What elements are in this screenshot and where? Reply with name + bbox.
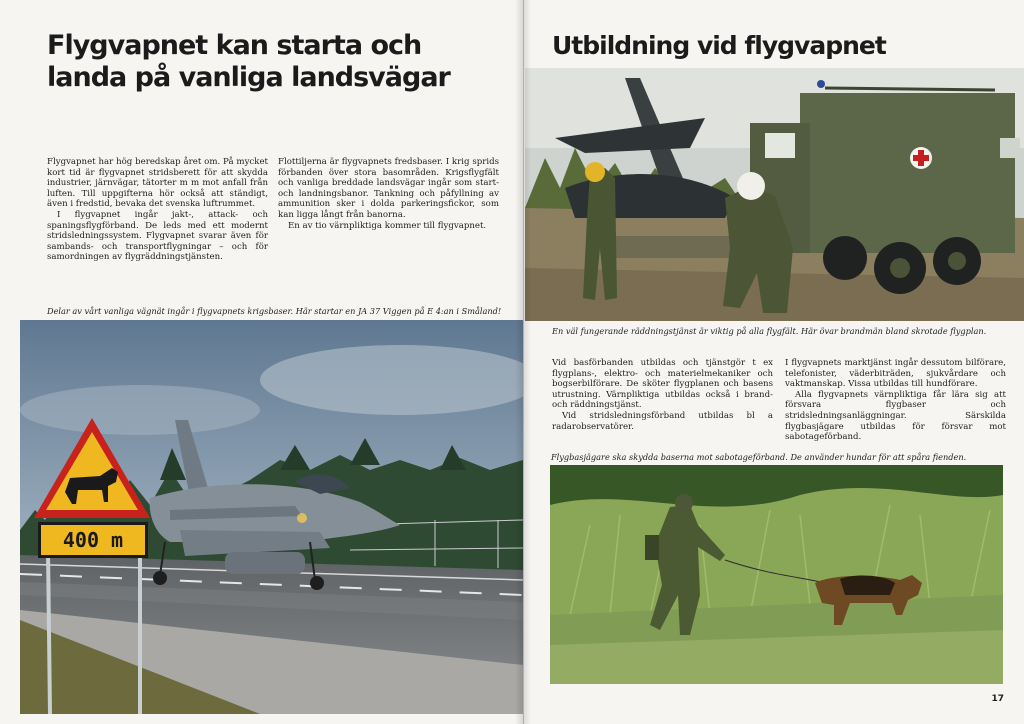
right-col1-paragraph-2: Vid stridsledningsförband utbildas bl a radarobservatörer. — [552, 410, 773, 432]
rescue-exercise-photo — [525, 68, 1024, 321]
viggen-road-photo — [20, 320, 523, 714]
right-col2-paragraph-2: Alla flygvapnets värnpliktiga får lära sig att försvara flygbaser och stridsledningsanläggningar. Särskilda flygbasjägare utbildas för försvar mot sabotageförband. — [785, 389, 1006, 443]
left-column-2 — [278, 157, 499, 231]
left-col2-paragraph-2: En av tio värnpliktiga kommer till flygvapnet. — [288, 220, 487, 231]
page-number: 17 — [991, 694, 1004, 704]
right-col2-paragraph-1: I flygvapnets marktjänst ingår dessutom bilförare, telefonister, väderbiträden, sjukvårdare och vaktmanskap. Vissa utbildas till hundförare. — [785, 358, 1006, 390]
left-photo-caption: Delar av vårt vanliga vägnät ingår i flygvapnets krigsbaser. Här startar en JA 37 Viggen på E 4:an i Småland! — [47, 306, 502, 316]
rescue-photo-caption: En väl fungerande räddningstjänst är viktig på alla flygfält. Här övar brandmän bland skrotade flygplan. — [552, 326, 987, 336]
left-page-title: Flygvapnet kan starta och landa på vanliga landsvägar — [47, 30, 450, 93]
right-col1-paragraph-1: Vid basförbanden utbildas och tjänstgör t ex flygplans-, elektro- och materielmekaniker och bogserbilförare. De sköter flygplanen och basens utrustning. Värnpliktiga utbildas också i brand- och räddningstjänst. — [552, 358, 773, 411]
left-col2-paragraph-1: Flottiljerna är flygvapnets fredsbaser. I krig sprids förbanden över stora basområden. Krigsflygfält och vanliga breddade landsvägar ingår som start- och landningsbanor. Tankning och påfyllning av ammunition sker i dolda parkeringsfickor, som kan ligga långt från banorna. — [278, 157, 499, 220]
right-page — [524, 0, 1024, 724]
right-column-1 — [552, 358, 773, 432]
sign-distance-text: 400 m — [62, 528, 124, 552]
left-column-1 — [47, 157, 268, 263]
left-col1-paragraph-1: Flygvapnet har hög beredskap året om. På mycket kort tid är flygvapnet stridsberett för att skydda industrier, järnvägar, tätorter m m mot anfall från luften. Till uppgifterna hör också att ständigt, även i fredstid, bevaka det svenska luftrummet. — [47, 157, 268, 210]
left-col1-paragraph-2: I flygvapnet ingår jakt-, attack- och spaningsflygförband. De leds med ett modernt stridsledningssystem. Flygvapnet svarar även för sambands- och transportflygningar – och för samordningen av flygräddningstjänsten. — [47, 209, 268, 263]
right-column-2 — [785, 358, 1006, 443]
right-page-title: Utbildning vid flygvapnet — [552, 31, 886, 60]
dog-photo-caption: Flygbasjägare ska skydda baserna mot sabotageförband. De använder hundar för att spåra fienden. — [551, 452, 967, 462]
dog-handler-photo — [550, 465, 1003, 684]
